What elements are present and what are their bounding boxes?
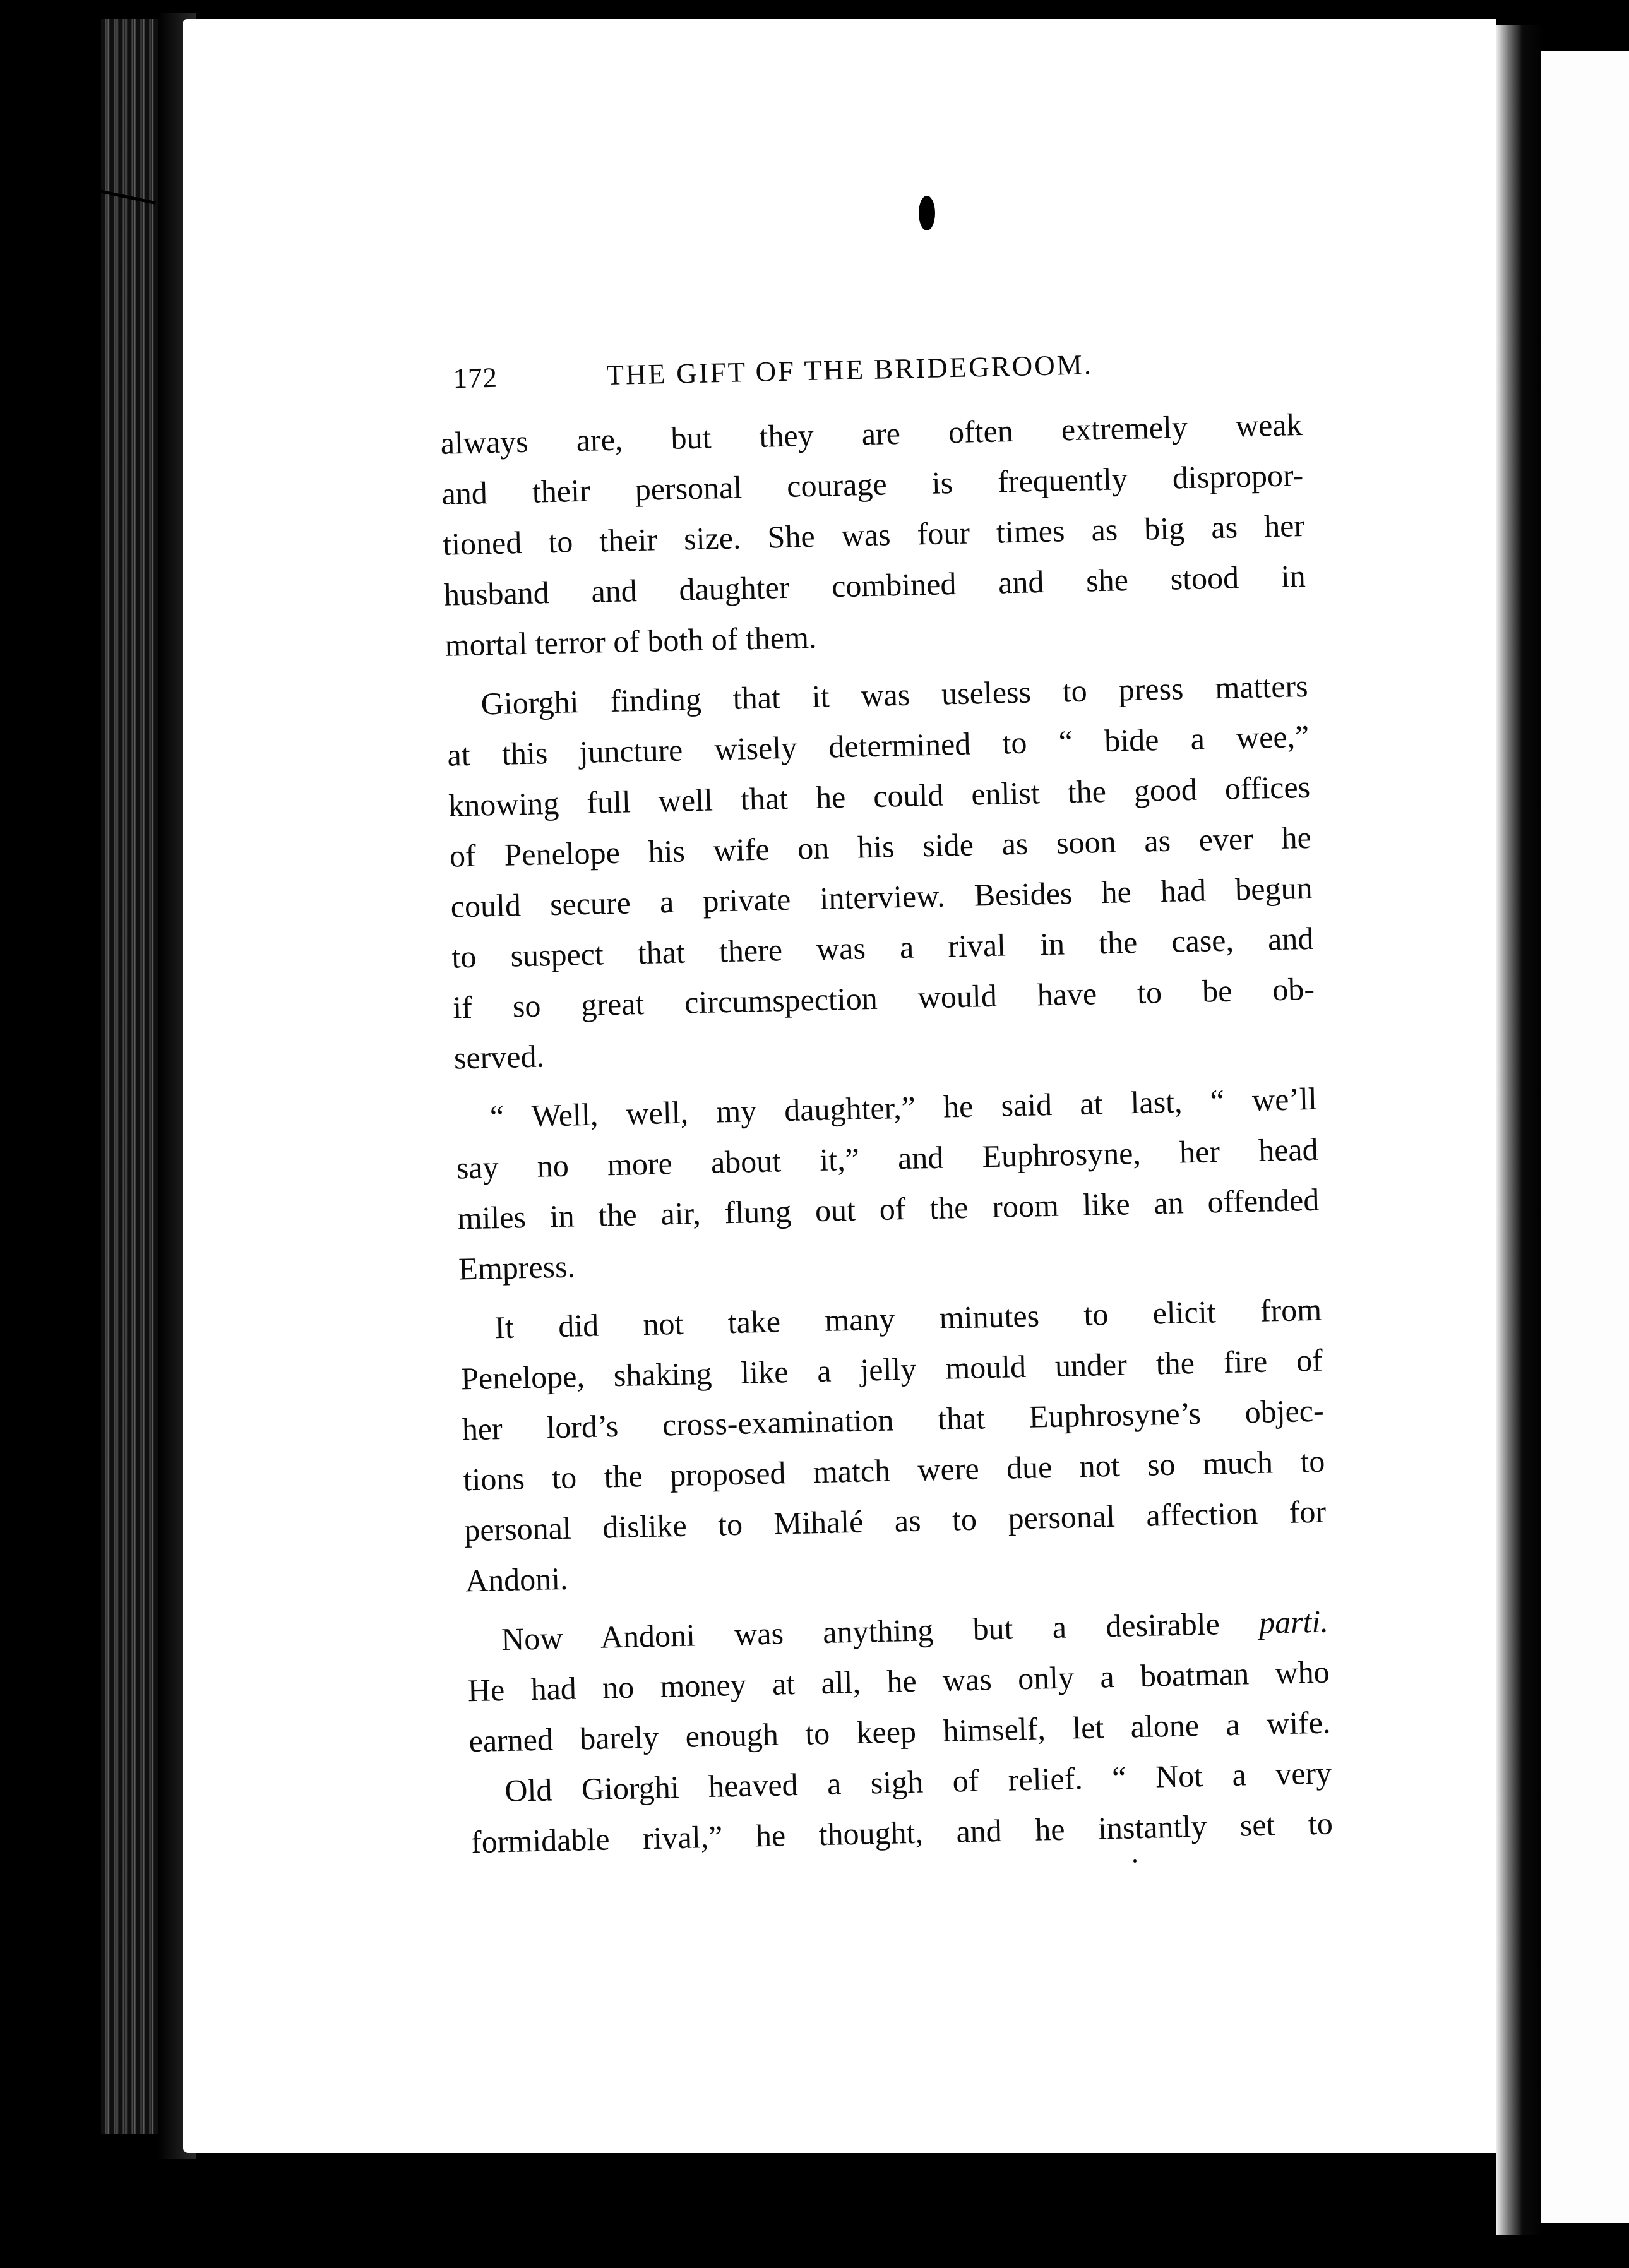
text-line: and their personal courage is frequently dispropor- [441, 457, 1304, 511]
text-line: husband and daughter combined and she stood in [443, 558, 1306, 612]
body-text [405, 399, 1334, 1868]
text-line: tions to the proposed match were due not so much to [462, 1443, 1325, 1498]
adjacent-page-fragment [1541, 51, 1629, 2223]
text-line: if so great circumspection would have to be ob- [452, 970, 1315, 1025]
page-text [404, 343, 1334, 1878]
text-line: miles in the air, flung out of the room like an offended [456, 1181, 1320, 1236]
scan-mark [6, 576, 52, 602]
text-line: could secure a private interview. Besides he had begun [450, 869, 1313, 924]
text-line: Andoni. [465, 1560, 569, 1599]
binding-gutter [1496, 25, 1544, 2235]
text-line: of Penelope his wife on his side as soon as ever he [449, 819, 1312, 874]
text-line: say no more about it,” and Euphrosyne, her head [456, 1131, 1319, 1186]
text-line: knowing full well that he could enlist the good offices [448, 768, 1311, 823]
text-line: Old Giorghi heaved a sigh of relief. “ Not a very [504, 1755, 1332, 1809]
text-line: mortal terror of both of them. [445, 619, 817, 663]
text-line: to suspect that there was a rival in the case, and [451, 920, 1314, 975]
text-line: Penelope, shaking like a jelly mould under the fire of [460, 1342, 1323, 1397]
text-line: “ Well, well, my daughter,” he said at last, “ we’ll [489, 1080, 1318, 1135]
scan-speck [919, 196, 935, 230]
text-line: at this juncture wisely determined to “ bide a wee,” [446, 718, 1310, 773]
italic-word: parti. [1258, 1603, 1329, 1640]
text-line: Giorghi finding that it was useless to press matters [480, 667, 1309, 722]
running-title: THE GIFT OF THE BRIDEGROOM. [606, 349, 1094, 391]
text-line: formidable rival,” he thought, and he instantly set to [470, 1805, 1334, 1860]
text-line: personal dislike to Mihalé as to personal affection for [463, 1493, 1327, 1548]
text-line: It did not take many minutes to elicit from [494, 1291, 1322, 1346]
text-line: served. [453, 1038, 545, 1076]
text-line: Empress. [458, 1248, 576, 1287]
text-line: her lord’s cross-examination that Euphrosyne’s objec- [462, 1392, 1325, 1447]
text-line: He had no money at all, he was only a boatman who [467, 1654, 1330, 1709]
text-line: tioned to their size. She was four times as big as her [442, 507, 1305, 562]
text-line-run: Now Andoni was anything but a desirable [501, 1606, 1220, 1657]
scan-mark [63, 131, 90, 184]
page-number: 172 [453, 361, 498, 395]
text-line: earned barely enough to keep himself, let alone a wife. [468, 1704, 1331, 1759]
text-line: always are, but they are often extremely weak [440, 406, 1303, 461]
